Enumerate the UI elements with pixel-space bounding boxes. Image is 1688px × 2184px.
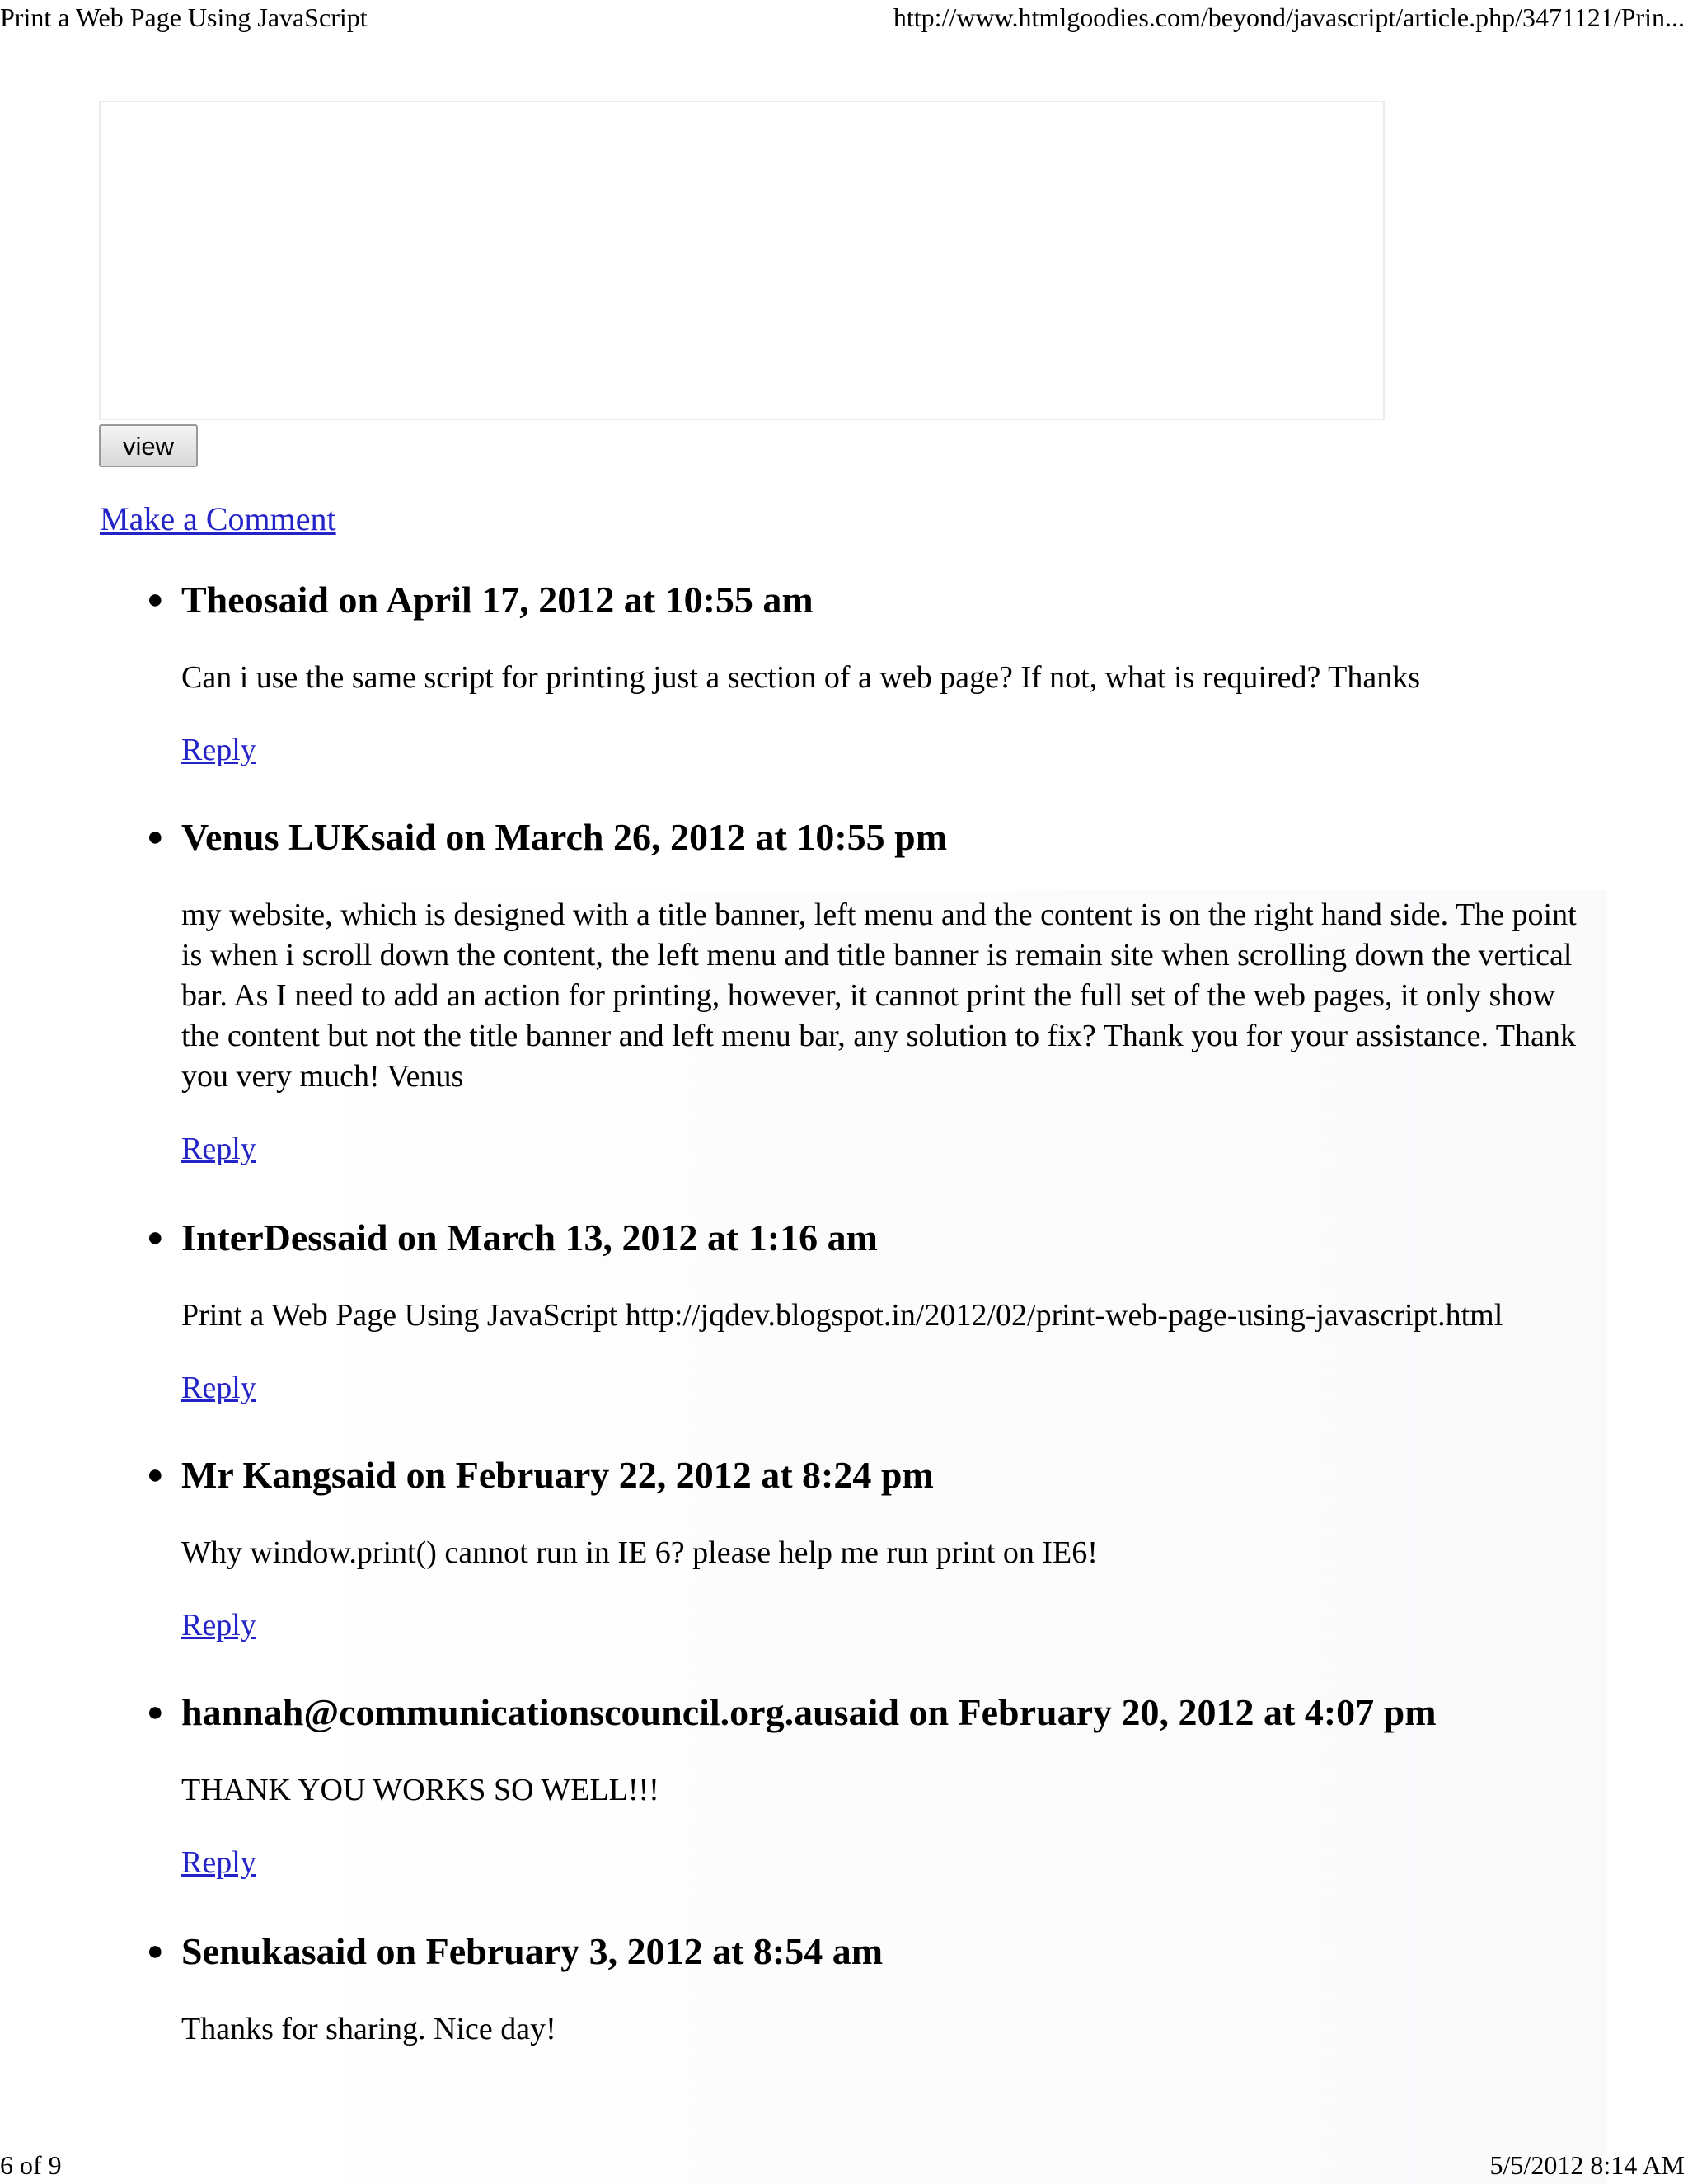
comment-text: Can i use the same script for printing just a section of a web page? If not, what is required? Thanks	[181, 660, 1421, 695]
comment-author-date: InterDessaid on March 13, 2012 at 1:16 am	[181, 1216, 878, 1258]
print-footer-page: 6 of 9	[0, 2150, 62, 2180]
comment-item	[147, 1215, 1582, 1407]
comment-text: Why window.print() cannot run in IE 6? please help me run print on IE6!	[181, 1535, 1098, 1570]
reply-link[interactable]: Reply	[181, 1371, 256, 1405]
comment-item	[147, 577, 1582, 769]
comment-author-date: Senukasaid on February 3, 2012 at 8:54 am	[181, 1930, 884, 1972]
comment-item	[147, 814, 1582, 1168]
comment-author-date: Mr Kangsaid on February 22, 2012 at 8:24 pm	[181, 1454, 934, 1496]
print-header-url: http://www.htmlgoodies.com/beyond/javascript/article.php/3471121/Prin...	[893, 2, 1685, 32]
print-footer-datetime: 5/5/2012 8:14 AM	[1489, 2150, 1685, 2180]
comment-heading	[147, 1690, 1582, 1736]
comment-heading	[147, 814, 1582, 860]
bullet-icon: ●	[147, 584, 164, 615]
comment-author-date: Venus LUKsaid on March 26, 2012 at 10:55 pm	[181, 816, 948, 858]
comment-heading	[147, 1215, 1582, 1261]
reply-link[interactable]: Reply	[181, 1608, 256, 1643]
reply-link[interactable]: Reply	[181, 1132, 256, 1166]
comment-text: Print a Web Page Using JavaScript http://jqdev.blogspot.in/2012/02/print-web-page-using-javascript.html	[181, 1298, 1503, 1333]
comment-item	[147, 1690, 1582, 1882]
comment-heading	[147, 1452, 1582, 1498]
comment-text: Thanks for sharing. Nice day!	[181, 2012, 556, 2046]
bullet-icon: ●	[147, 1222, 164, 1253]
bullet-icon: ●	[147, 822, 164, 852]
comment-text: my website, which is designed with a title banner, left menu and the content is on the right hand side. The point is when i scroll down the content, the left menu and title banner is remain site when scrolling down the vertical bar. As I need to add an action for printing, however, it cannot print the full set of the web pages, it only show the content but not the title banner and left menu bar, any solution to fix? Thank you for your assistance. Thank you very much! Venus	[181, 898, 1577, 1094]
comment-heading	[147, 1929, 1582, 1975]
comment-item	[147, 1929, 1582, 2050]
comment-item	[147, 1452, 1582, 1644]
make-comment-link[interactable]: Make a Comment	[100, 500, 336, 537]
bullet-icon: ●	[147, 1697, 164, 1727]
bullet-icon: ●	[147, 1936, 164, 1966]
comment-author-date: hannah@communicationscouncil.org.ausaid on February 20, 2012 at 4:07 pm	[181, 1691, 1437, 1733]
reply-link[interactable]: Reply	[181, 1845, 256, 1880]
reply-link[interactable]: Reply	[181, 733, 256, 767]
comment-author-date: Theosaid on April 17, 2012 at 10:55 am	[181, 579, 814, 621]
embedded-frame	[99, 101, 1385, 420]
view-button[interactable]: view	[99, 424, 198, 467]
bullet-icon: ●	[147, 1460, 164, 1490]
print-header-title: Print a Web Page Using JavaScript	[0, 2, 368, 32]
comment-heading	[147, 577, 1582, 623]
comment-text: THANK YOU WORKS SO WELL!!!	[181, 1773, 659, 1807]
